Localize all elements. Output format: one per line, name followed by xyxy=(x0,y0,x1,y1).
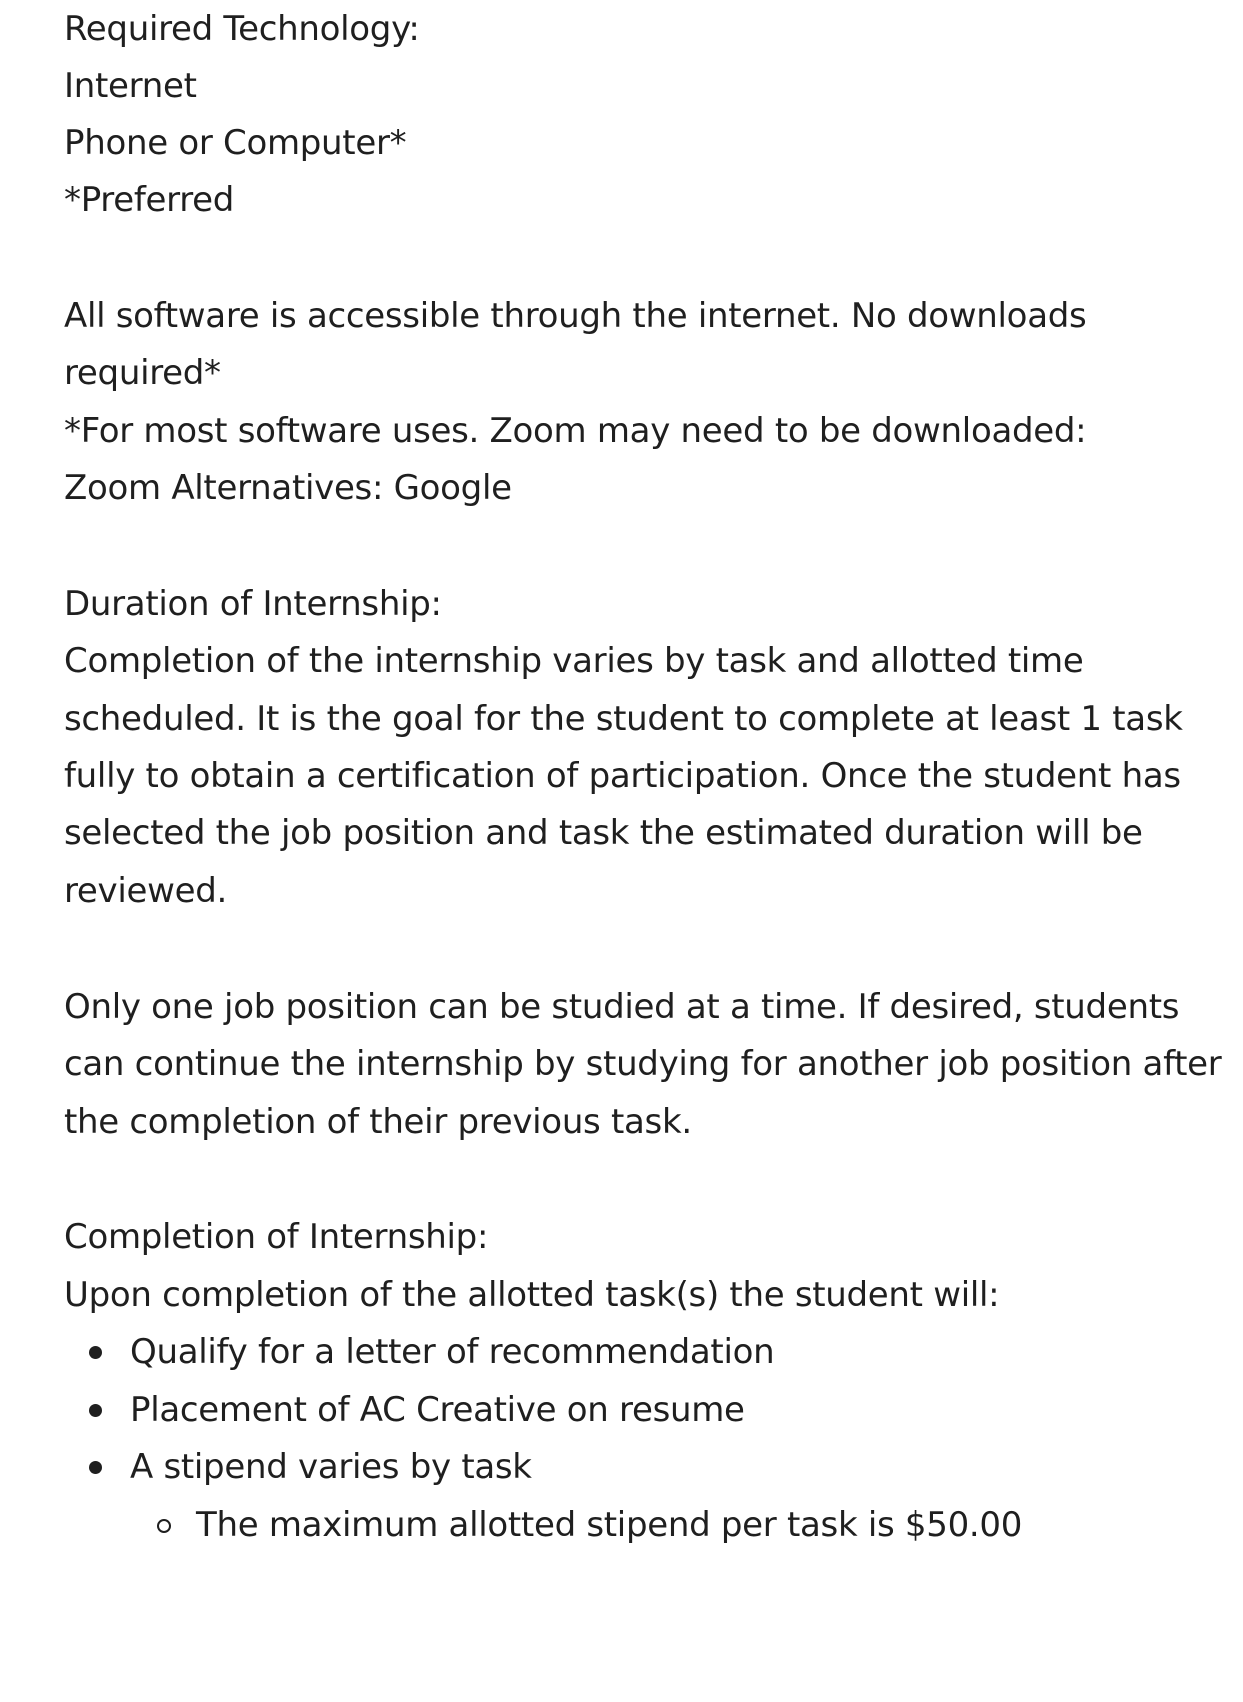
bullet-text: Placement of AC Creative on resume xyxy=(130,1390,745,1430)
duration-heading: Duration of Internship: xyxy=(64,584,442,624)
bullet-text: Qualify for a letter of recommendation xyxy=(130,1332,775,1372)
duration-line-1: Completion of the internship varies by task and allotted time xyxy=(64,641,1084,681)
bullet-dot-icon xyxy=(89,1404,102,1417)
bullet-dot-icon xyxy=(89,1461,102,1474)
bullet-text: A stipend varies by task xyxy=(130,1447,532,1487)
bullet-circle-icon xyxy=(157,1519,171,1533)
software-line-1: All software is accessible through the internet. No downloads xyxy=(64,296,1087,336)
completion-intro: Upon completion of the allotted task(s) the student will: xyxy=(64,1275,1000,1315)
duration-line-5: reviewed. xyxy=(64,871,228,911)
sub-bullet-text: The maximum allotted stipend per task is $50.00 xyxy=(196,1505,1023,1545)
software-line-2: required* xyxy=(64,353,221,393)
tech-item-internet: Internet xyxy=(64,66,197,106)
required-technology-heading: Required Technology: xyxy=(64,9,420,49)
software-line-4: Zoom Alternatives: Google xyxy=(64,468,512,508)
duration-line-3: fully to obtain a certification of participation. Once the student has xyxy=(64,756,1181,796)
bullet-dot-icon xyxy=(89,1346,102,1359)
one-position-line-1: Only one job position can be studied at a time. If desired, students xyxy=(64,987,1180,1027)
duration-line-2: scheduled. It is the goal for the student to complete at least 1 task xyxy=(64,699,1183,739)
one-position-line-3: the completion of their previous task. xyxy=(64,1102,692,1142)
one-position-line-2: can continue the internship by studying for another job position after xyxy=(64,1044,1222,1084)
tech-item-device: Phone or Computer* xyxy=(64,123,407,163)
duration-line-4: selected the job position and task the estimated duration will be xyxy=(64,813,1143,853)
completion-heading: Completion of Internship: xyxy=(64,1217,489,1257)
tech-item-note: *Preferred xyxy=(64,180,235,220)
software-line-3: *For most software uses. Zoom may need to be downloaded: xyxy=(64,411,1087,451)
